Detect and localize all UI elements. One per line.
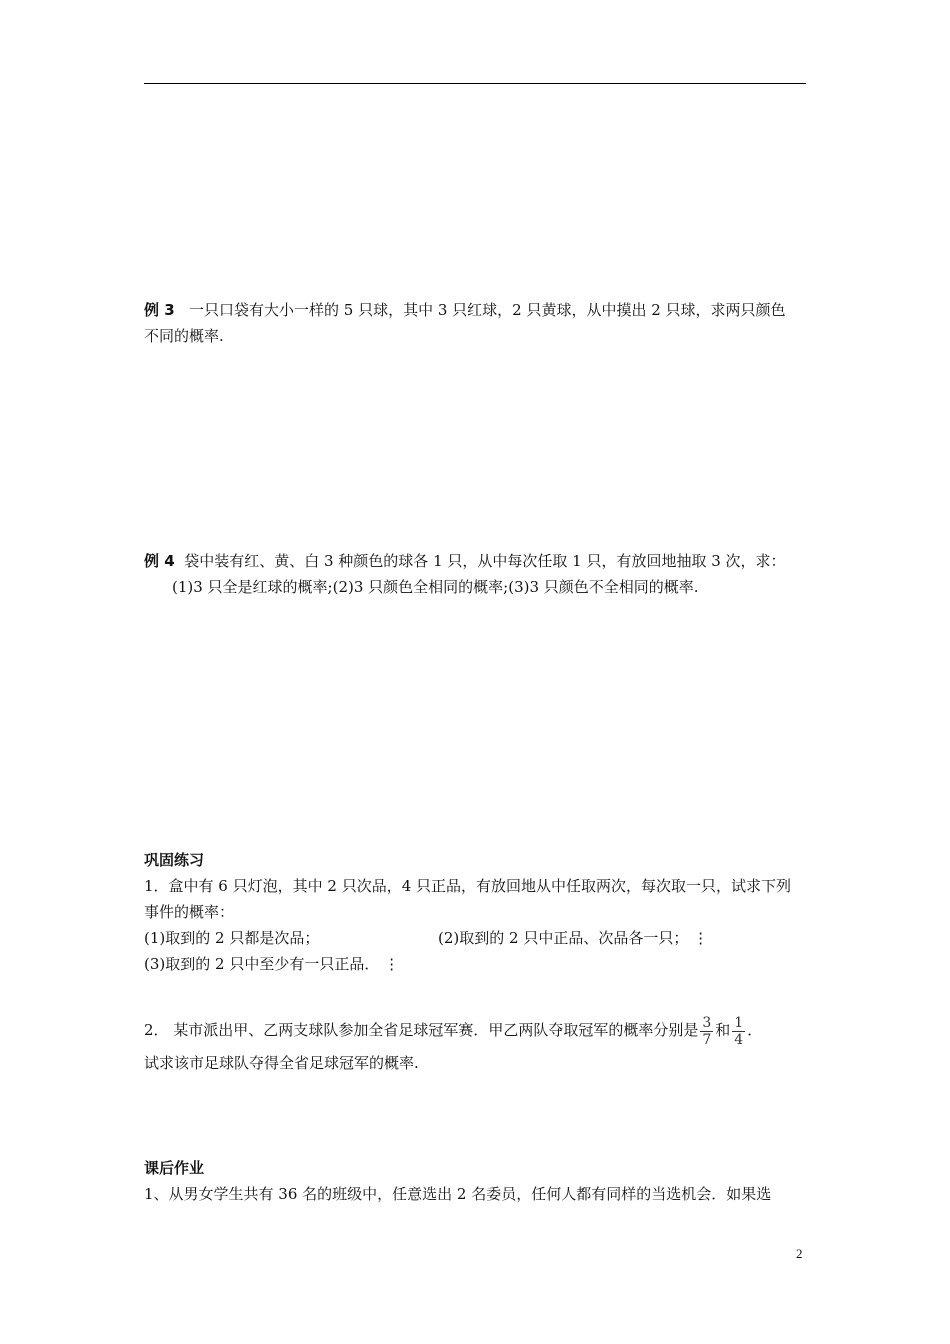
practice-q2: [144, 1010, 808, 1076]
example-4: [144, 548, 808, 600]
example-3-line-1: [144, 297, 808, 323]
practice-section: [144, 847, 808, 977]
example-3: [144, 297, 808, 349]
homework-heading: 课后作业: [144, 1159, 205, 1177]
practice-q1-part-2: (2)取到的 2 只中正品、次品各一只； ⋮: [438, 929, 709, 947]
example-4-label: 例 4: [144, 552, 175, 570]
practice-q1-line-1: 1．盒中有 6 只灯泡，其中 2 只次品，4 只正品，有放回地从中任取两次，每次取一只，试求下列: [144, 877, 792, 895]
practice-q1-part-3: (3)取到的 2 只中至少有一只正品． ⋮: [144, 955, 400, 973]
fraction-one-quarter: [732, 1015, 745, 1048]
practice-q2-middle: 和: [715, 1021, 731, 1039]
example-4-line-1: [144, 548, 808, 574]
practice-q2-line-2: 试求该市足球队夺得全省足球冠军的概率.: [144, 1054, 419, 1072]
example-4-text-1: 袋中装有红、黄、白 3 种颜色的球各 1 只，从中每次任取 1 只，有放回地抽取 3 次，求：: [184, 552, 786, 570]
fraction-1-numerator: 3: [702, 1014, 712, 1031]
practice-q2-prefix: 2． 某市派出甲、乙两支球队参加全省足球冠军赛．甲乙两队夺取冠军的概率分别是: [144, 1021, 699, 1039]
practice-heading: 巩固练习: [144, 851, 205, 869]
example-4-text-2: (1)3 只全是红球的概率;(2)3 只颜色全相同的概率;(3)3 只颜色不全相同的概率.: [172, 578, 699, 596]
page-number: 2: [796, 1246, 803, 1261]
fraction-2-denominator: 4: [734, 1031, 744, 1048]
header-rule: [144, 83, 806, 84]
homework-section: [144, 1155, 808, 1207]
fraction-1-denominator: 7: [702, 1031, 712, 1048]
fraction-2-numerator: 1: [734, 1014, 744, 1031]
practice-q2-line-1: [144, 1010, 808, 1050]
example-3-text-1: 一只口袋有大小一样的 5 只球，其中 3 只红球，2 只黄球，从中摸出 2 只球，求两只颜色: [188, 301, 786, 319]
homework-q1: 1、从男女学生共有 36 名的班级中，任意选出 2 名委员，任何人都有同样的当选机会．如果选: [144, 1185, 772, 1203]
example-3-text-2: 不同的概率.: [144, 327, 224, 345]
example-3-label: 例 3: [144, 301, 175, 319]
practice-q1-part-1: (1)取到的 2 只都是次品；: [144, 929, 320, 947]
practice-q1-parts: [144, 925, 808, 951]
practice-q1-line-2: 事件的概率：: [144, 903, 235, 921]
fraction-three-sevenths: [700, 1015, 713, 1048]
practice-q2-suffix: ．: [747, 1021, 763, 1039]
